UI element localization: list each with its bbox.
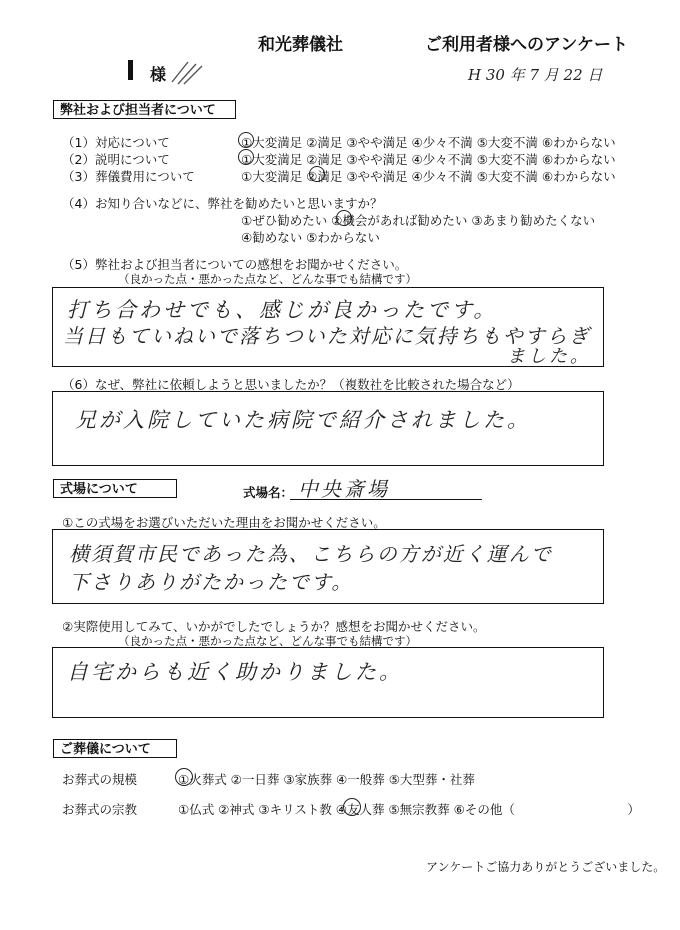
q4-options-line1: ①ぜひ勧めたい ②機会があれば勧めたい ③あまり勧めたくない — [241, 213, 596, 228]
venue-q2-answer: 自宅からも近く助かりました。 — [67, 660, 403, 684]
q5-label: （5）弊社および担当者についての感想をお聞かせください。 — [62, 257, 408, 272]
survey-title: ご利用者様へのアンケート — [425, 35, 628, 55]
q1-options: ①大変満足 ②満足 ③やや満足 ④少々不満 ⑤大変不満 ⑥わからない — [241, 135, 616, 150]
q4-options-line2: ④勧めない ⑤わからない — [241, 230, 380, 245]
q6-answer-box — [52, 391, 604, 466]
funeral-scale-options: ①火葬式 ②一日葬 ③家族葬 ④一般葬 ⑤大型葬・社葬 — [178, 772, 475, 787]
venue-q1-label: ①この式場をお選びいただいた理由をお聞かせください。 — [62, 515, 386, 530]
respondent-name-redacted — [128, 60, 133, 80]
venue-q1-answer-line1: 横須賀市民であった為、こちらの方が近く運んで — [69, 542, 553, 566]
venue-name-line — [290, 473, 482, 500]
q1-label: （1）対応について — [62, 135, 170, 150]
q2-label: （2）説明について — [62, 152, 170, 167]
q2-selected-mark — [238, 149, 254, 165]
funeral-scale-label: お葬式の規模 — [62, 772, 138, 787]
funeral-religion-options: ①仏式 ②神式 ③キリスト教 ④友人葬 ⑤無宗教葬 ⑥その他（ ） — [178, 802, 640, 817]
q6-answer: 兄が入院していた病院で紹介されました。 — [75, 408, 531, 432]
q4-label: （4）お知り合いなどに、弊社を勧めたいと思いますか？ — [62, 196, 383, 211]
q1-selected-mark — [238, 132, 254, 148]
q3-selected-mark — [309, 166, 325, 182]
venue-q2-answer-box — [52, 647, 604, 718]
venue-name: 中央斎場 — [298, 477, 390, 501]
q6-label: （6）なぜ、弊社に依頼しようと思いましたか？（複数社を比較された場合など） — [62, 377, 520, 392]
q3-options: ①大変満足 ②満足 ③やや満足 ④少々不満 ⑤大変不満 ⑥わからない — [241, 169, 616, 184]
q3-label: （3）葬儀費用について — [62, 169, 195, 184]
section-title-venue: 式場について — [53, 479, 177, 498]
section-title-funeral: ご葬儀について — [53, 739, 177, 758]
section-title-company: 弊社および担当者について — [53, 100, 236, 119]
company-name: 和光葬儀社 — [258, 35, 343, 55]
survey-date: H 30 年 7 月 22 日 — [468, 66, 603, 84]
venue-name-label: 式場名： — [243, 485, 294, 500]
q5-answer-box — [52, 287, 604, 367]
funeral-scale-selected-mark — [175, 768, 193, 786]
venue-q2-label: ②実際使用してみて、いかがでしたでしょうか？感想をお聞かせください。 — [62, 619, 486, 634]
funeral-religion-label: お葬式の宗教 — [62, 802, 138, 817]
venue-q2-note: （良かった点・悪かった点など、どんな事でも結構です） — [118, 634, 417, 648]
venue-q1-answer-line2: 下さりありがたかったです。 — [69, 570, 354, 594]
venue-q1-answer-box — [52, 529, 604, 604]
footer-thanks: アンケートご協力ありがとうございました。 — [426, 860, 666, 874]
q5-answer-line3: ました。 — [507, 346, 591, 367]
q5-note: （良かった点・悪かった点など、どんな事でも結構です） — [118, 272, 417, 286]
redaction-scribble — [168, 58, 208, 86]
q5-answer-line2: 当日もていねいで落ちついた対応に気持ちもやすらぎ — [63, 324, 591, 348]
q5-answer-line1: 打ち合わせでも、感じが良かったです。 — [67, 298, 498, 322]
q4-selected-mark — [336, 210, 352, 226]
funeral-religion-selected-mark — [343, 798, 361, 816]
honorific: 様 — [150, 65, 167, 84]
q2-options: ①大変満足 ②満足 ③やや満足 ④少々不満 ⑤大変不満 ⑥わからない — [241, 152, 616, 167]
